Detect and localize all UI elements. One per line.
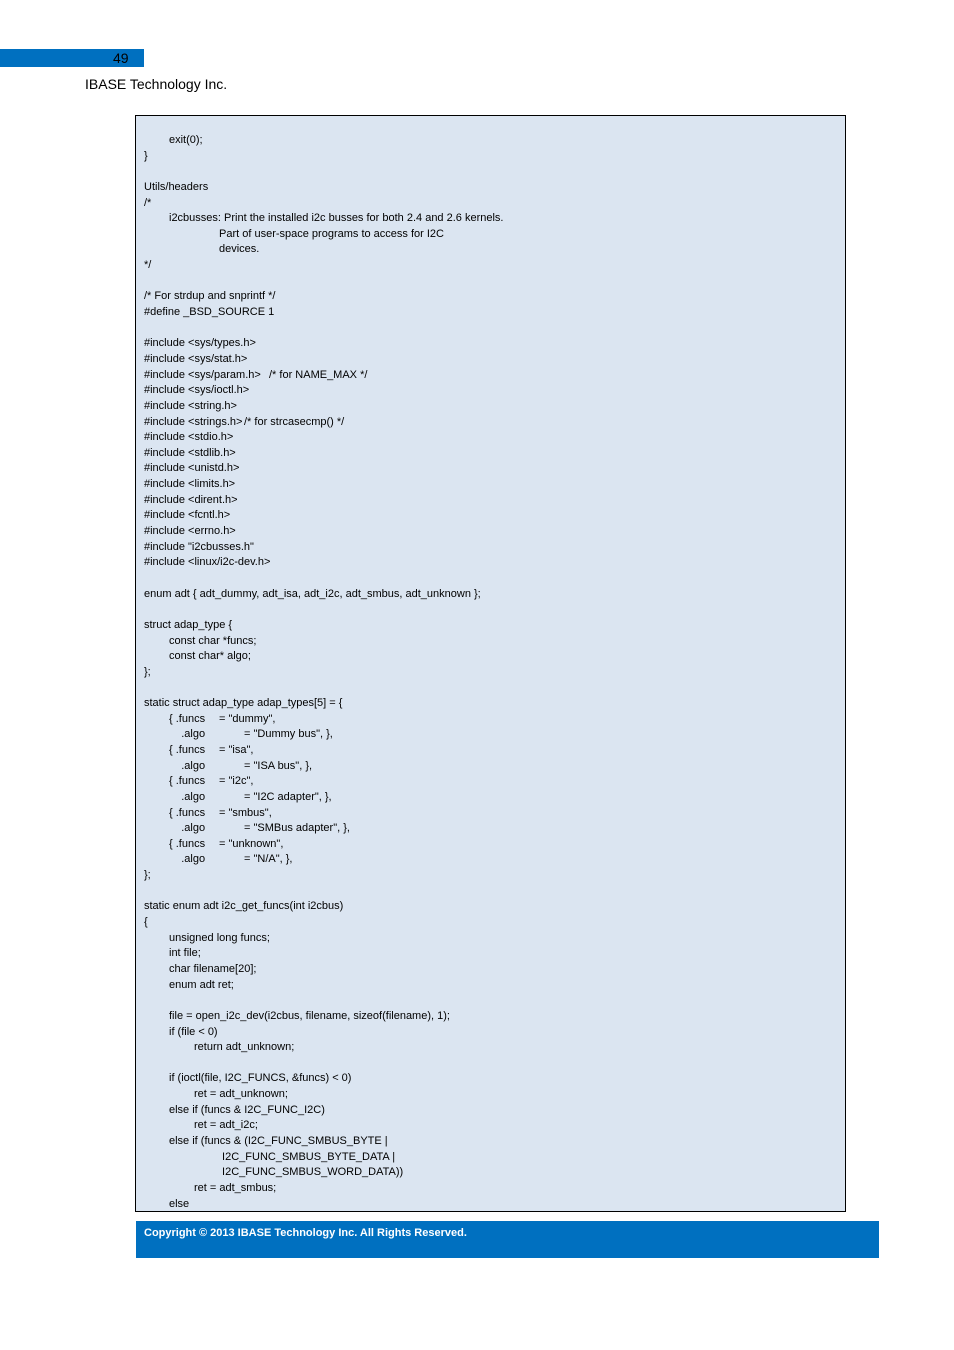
code-line: { .funcs = "unknown",: [144, 837, 284, 850]
code-line: #include <sys/types.h>: [144, 337, 256, 350]
code-line: #include <linux/i2c-dev.h>: [144, 556, 271, 569]
code-line: file = open_i2c_dev(i2cbus, filename, sizeof(filename), 1);: [144, 1009, 450, 1022]
code-line: static enum adt i2c_get_funcs(int i2cbus): [144, 900, 344, 913]
code-line: [144, 680, 837, 696]
code-line: };: [144, 869, 151, 882]
code-line: int file;: [144, 947, 201, 960]
code-line: #include <dirent.h>: [144, 493, 238, 506]
code-line: #define _BSD_SOURCE 1: [144, 306, 275, 319]
code-line: i2cbusses: Print the installed i2c busses for both 2.4 and 2.6 kernels.: [144, 212, 504, 225]
copyright-text: Copyright © 2013 IBASE Technology Inc. All Rights Reserved.: [144, 1227, 467, 1239]
code-line: if (ioctl(file, I2C_FUNCS, &funcs) < 0): [144, 1072, 352, 1085]
code-line: ret = adt_smbus;: [144, 1181, 277, 1194]
code-line: [144, 321, 837, 337]
code-line: char filename[20];: [144, 962, 257, 975]
code-line: .algo = "I2C adapter", },: [144, 790, 332, 803]
code-line: Part of user-space programs to access for I2C: [144, 227, 444, 240]
footer-bar: [136, 1221, 879, 1258]
code-line: #include <limits.h>: [144, 478, 236, 491]
code-line: unsigned long funcs;: [144, 931, 270, 944]
code-line: const char *funcs;: [144, 634, 257, 647]
code-line: #include <fcntl.h>: [144, 509, 231, 522]
code-line: else: [144, 1197, 190, 1210]
code-line: #include <stdio.h>: [144, 431, 234, 444]
code-line: if (file < 0): [144, 1025, 218, 1038]
code-line: else if (funcs & (I2C_FUNC_SMBUS_BYTE |: [144, 1135, 388, 1147]
code-line: #include <sys/param.h> /* for NAME_MAX */: [144, 368, 368, 381]
code-line: I2C_FUNC_SMBUS_BYTE_DATA |: [144, 1150, 396, 1163]
code-line: [144, 164, 837, 180]
code-line: devices.: [144, 243, 260, 256]
code-line: enum adt ret;: [144, 978, 234, 991]
code-line: #include <stdlib.h>: [144, 446, 236, 459]
code-line: };: [144, 665, 151, 678]
code-line: { .funcs = "dummy",: [144, 712, 276, 725]
code-line: .algo = "ISA bus", },: [144, 759, 313, 772]
code-line: {: [144, 916, 148, 929]
code-line: [144, 884, 837, 900]
code-line: const char* algo;: [144, 650, 251, 663]
code-line: #include "i2cbusses.h": [144, 540, 254, 553]
code-line: exit(0);: [144, 134, 203, 146]
code-line: /* For strdup and snprintf */: [144, 290, 276, 303]
code-line: [144, 274, 837, 290]
code-line: ret = adt_unknown;: [144, 1088, 288, 1101]
code-line: ret = adt_i2c;: [144, 1119, 258, 1132]
code-line: }: [144, 149, 148, 162]
code-line: .algo = "Dummy bus", },: [144, 728, 333, 741]
code-line: */: [144, 259, 152, 272]
code-line: { .funcs = "i2c",: [144, 775, 254, 788]
page-number: 49: [113, 50, 129, 66]
code-line: I2C_FUNC_SMBUS_WORD_DATA)): [144, 1166, 404, 1179]
code-line: enum adt { adt_dummy, adt_isa, adt_i2c, adt_smbus, adt_unknown };: [144, 587, 481, 600]
code-line: [144, 1056, 837, 1072]
company-name: IBASE Technology Inc.: [85, 76, 228, 92]
code-line: [144, 602, 837, 618]
code-line: #include <sys/stat.h>: [144, 352, 248, 365]
code-line: #include <errno.h>: [144, 525, 236, 538]
code-line: static struct adap_type adap_types[5] = {: [144, 697, 343, 710]
code-line: #include <sys/ioctl.h>: [144, 384, 250, 397]
code-line: struct adap_type {: [144, 618, 233, 631]
code-line: { .funcs = "isa",: [144, 743, 254, 756]
code-listing-box: [135, 115, 846, 1212]
code-line: else if (funcs & I2C_FUNC_I2C): [144, 1103, 325, 1116]
code-line: { .funcs = "smbus",: [144, 806, 272, 819]
code-line: .algo = "N/A", },: [144, 853, 293, 866]
code-line: return adt_unknown;: [144, 1041, 295, 1054]
code-line: #include <strings.h> /* for strcasecmp() */: [144, 415, 345, 428]
code-line: Utils/headers: [144, 180, 209, 193]
code-line: #include <unistd.h>: [144, 462, 240, 475]
code-listing: [144, 133, 837, 1212]
code-line: #include <string.h>: [144, 399, 237, 412]
code-line: [144, 571, 837, 587]
code-line: [144, 993, 837, 1009]
code-line: .algo = "SMBus adapter", },: [144, 822, 350, 835]
code-line: /*: [144, 196, 152, 209]
